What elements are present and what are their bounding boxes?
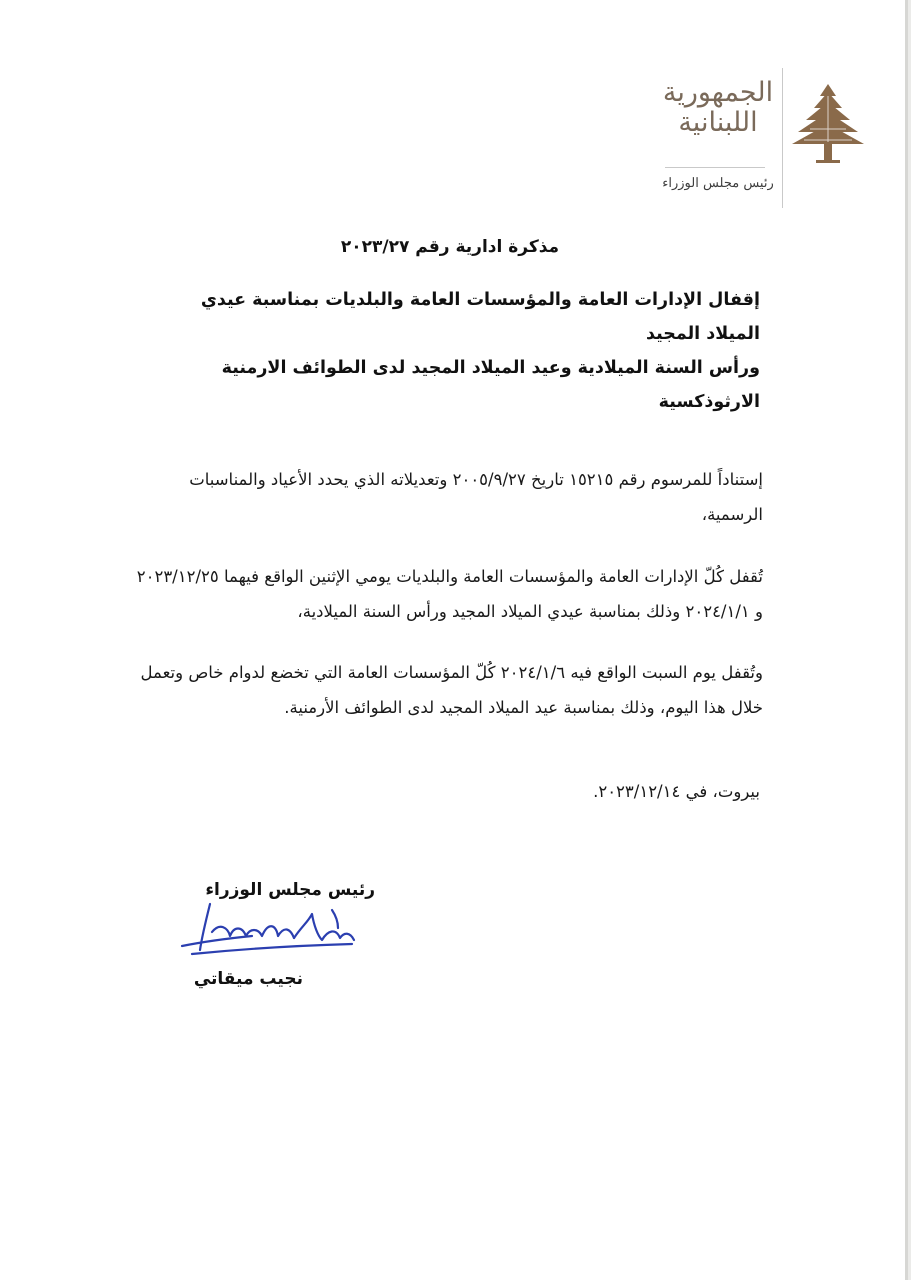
memo-subject <box>160 283 760 419</box>
place-date: بيروت، في ٢٠٢٣/١٢/١٤. <box>593 782 760 801</box>
republic-line-2: اللبنانية <box>678 107 758 138</box>
letterhead-rule <box>665 167 765 168</box>
subject-line-2: ورأس السنة الميلادية وعيد الميلاد المجيد لدى الطوائف الارمنية الارثوذكسية <box>221 358 760 412</box>
office-title: رئيس مجلس الوزراء <box>662 176 774 191</box>
signatory-title: رئيس مجلس الوزراء <box>205 880 375 900</box>
letterhead-divider <box>782 68 783 208</box>
signature-icon <box>172 892 372 962</box>
subject-line-1: إقفال الإدارات العامة والمؤسسات العامة والبلديات بمناسبة عيدي الميلاد المجيد <box>200 290 760 344</box>
letterhead <box>640 68 870 213</box>
paragraph-armenian-closure: وتُقفل يوم السبت الواقع فيه ٢٠٢٤/١/٦ كُلّ المؤسسات العامة التي تخضع لدوام خاص وتعمل خلال هذا اليوم، وذلك بمناسبة عيد الميلاد المجيد لدى الطوائف الأرمنية. <box>140 663 763 717</box>
republic-wordmark <box>658 78 778 138</box>
signatory-name: نجيب ميقاتي <box>193 969 303 989</box>
memo-number: مذكرة ادارية رقم ٢٠٢٣/٢٧ <box>340 237 560 257</box>
republic-line-1: الجمهورية <box>662 77 774 108</box>
paragraph-legal-basis: إستناداً للمرسوم رقم ١٥٢١٥ تاريخ ٢٠٠٥/٩/٢٧ وتعديلاته الذي يحدد الأعياد والمناسبات الرسمية، <box>189 470 763 524</box>
paragraph-christmas-closure: تُقفل كُلّ الإدارات العامة والمؤسسات العامة والبلديات يومي الإثنين الواقع فيهما ٢٠٢٣/١٢/٢٥ و ٢٠٢٤/١/١ وذلك بمناسبة عيدي الميلاد المجيد ورأس السنة الميلادية، <box>136 567 763 621</box>
cedar-tree-icon <box>790 82 866 168</box>
